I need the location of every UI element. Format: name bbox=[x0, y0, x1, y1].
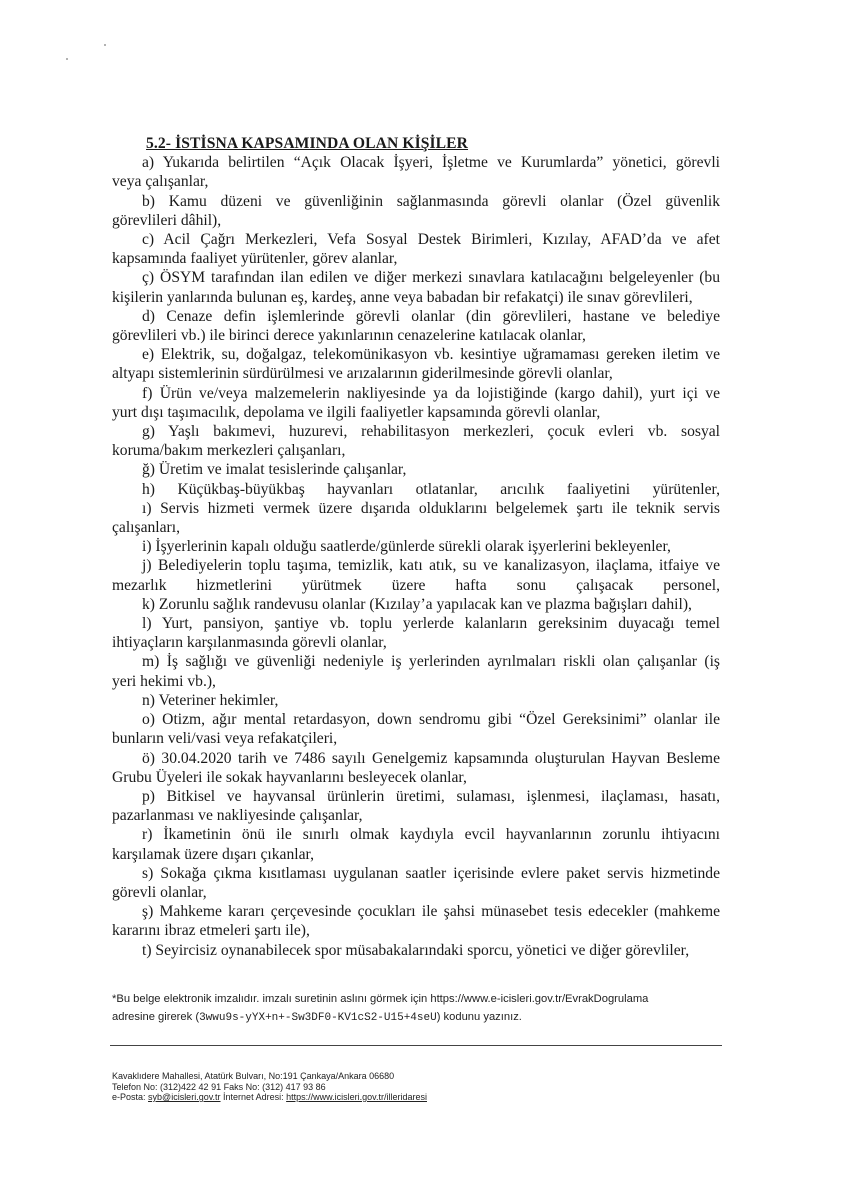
list-item bbox=[112, 384, 720, 422]
list-item-line: t) Seyircisiz oynanabilecek spor müsabakalarındaki sporcu, yönetici ve diğer görevliler, bbox=[142, 941, 690, 959]
list-item bbox=[112, 192, 720, 230]
document-body bbox=[112, 134, 720, 960]
list-item-line: görevli olanlar, bbox=[112, 883, 207, 901]
list-item-line: a) Yukarıda belirtilen “Açık Olacak İşyeri, İşletme ve Kurumlarda” yönetici, görevli bbox=[142, 154, 720, 172]
list-item-line: h) Küçükbaş-büyükbaş hayvanları otlatanlar, arıcılık faaliyetini yürütenler, bbox=[142, 480, 720, 498]
list-item-line: ş) Mahkeme kararı çerçevesinde çocukları ile şahsi münasebet tesis edecekler (mahkeme bbox=[142, 903, 720, 921]
list-item bbox=[112, 153, 720, 191]
list-item bbox=[112, 749, 720, 787]
list-item-line: altyapı sistemlerinin sürdürülmesi ve arızalarının giderilmesinde görevli olanlar, bbox=[112, 365, 613, 383]
list-item bbox=[112, 941, 720, 960]
list-item bbox=[112, 556, 720, 594]
verification-code: 3wwu9s-yYX+n+-Sw3DF0-KV1cS2-U15+4seU bbox=[199, 1012, 437, 1024]
list-item bbox=[112, 825, 720, 863]
e-signature-note bbox=[112, 990, 742, 1027]
list-item-line: görevlileri dâhil), bbox=[112, 211, 222, 229]
list-item bbox=[112, 499, 720, 537]
list-item bbox=[112, 691, 720, 710]
list-item bbox=[112, 652, 720, 690]
note-line-2: adresine girerek (3wwu9s-yYX+n+-Sw3DF0-KV1cS2-U15+4seU) kodunu yazınız. bbox=[112, 1011, 522, 1024]
footer-contact: e-Posta: syb@icisleri.gov.tr İnternet Adresi: https://www.icisleri.gov.tr/illeridaresi bbox=[112, 1092, 427, 1102]
list-item-line: koruma/bakım merkezleri çalışanları, bbox=[112, 442, 346, 460]
list-item-line: ç) ÖSYM tarafından ilan edilen ve diğer merkezi sınavlara katılacağını belgeleyenler (bu bbox=[142, 269, 720, 287]
list-item-line: r) İkametinin önü ile sınırlı olmak kaydıyla evcil hayvanlarının zorunlu ihtiyacını bbox=[142, 826, 720, 844]
list-item-line: c) Acil Çağrı Merkezleri, Vefa Sosyal Destek Birimleri, Kızılay, AFAD’da ve afet bbox=[142, 231, 720, 249]
list-item-line: ihtiyaçların karşılanmasında görevli olanlar, bbox=[112, 634, 387, 652]
list-item-line: yurt dışı taşımacılık, depolama ve ilgili faaliyetler kapsamında görevli olanlar, bbox=[112, 403, 601, 421]
list-item-line: b) Kamu düzeni ve güvenliğinin sağlanmasında görevli olanlar (Özel güvenlik bbox=[142, 192, 720, 210]
list-item bbox=[112, 614, 720, 652]
list-item bbox=[112, 537, 720, 556]
list-item bbox=[112, 595, 720, 614]
list-item bbox=[112, 268, 720, 306]
exception-list bbox=[112, 153, 720, 960]
list-item-line: ö) 30.04.2020 tarih ve 7486 sayılı Genelgemiz kapsamında oluşturulan Hayvan Besleme bbox=[142, 749, 720, 767]
list-item-line: l) Yurt, pansiyon, şantiye vb. toplu yerlerde kalanların gereksinim duyacağı temel bbox=[142, 615, 720, 633]
website-link[interactable]: https://www.icisleri.gov.tr/illeridaresi bbox=[286, 1092, 427, 1102]
footer-address: Kavaklıdere Mahallesi, Atatürk Bulvarı, No:191 Çankaya/Ankara 06680 bbox=[112, 1071, 395, 1081]
list-item-line: j) Belediyelerin toplu taşıma, temizlik, katı atık, su ve kanalizasyon, ilaçlama, itfaiye ve bbox=[142, 557, 720, 575]
list-item-line: mezarlık hizmetlerini yürütmek üzere hafta sonu çalışacak personel, bbox=[112, 576, 720, 594]
list-item-line: e) Elektrik, su, doğalgaz, telekomünikasyon vb. kesintiye uğramaması gereken iletim ve bbox=[142, 346, 720, 364]
list-item-line: d) Cenaze defin işlemlerinde görevli olanlar (din görevlileri, hastane ve belediye bbox=[142, 307, 720, 325]
scan-speck bbox=[66, 58, 68, 60]
list-item-line: Grubu Üyeleri ile sokak hayvanlarını besleyecek olanlar, bbox=[112, 768, 467, 786]
note-line-1: *Bu belge elektronik imzalıdır. imzalı suretinin aslını görmek için https://www.e-icisleri.gov.tr/EvrakDogrulama bbox=[112, 993, 649, 1005]
list-item-line: kişilerin yanlarında bulunan eş, kardeş, anne veya babadan bir refakatçi) ile sınav görevlileri, bbox=[112, 288, 693, 306]
list-item-line: karşılamak üzere dışarı çıkanlar, bbox=[112, 845, 314, 863]
list-item-line: p) Bitkisel ve hayvansal ürünlerin üretimi, sulaması, işlenmesi, ilaçlaması, hasatı, bbox=[142, 787, 720, 805]
list-item-line: g) Yaşlı bakımevi, huzurevi, rehabilitasyon merkezleri, çocuk evleri vb. sosyal bbox=[142, 423, 720, 441]
list-item-line: görevlileri vb.) ile birinci derece yakınlarının cenazelerine katılacak olanlar, bbox=[112, 327, 586, 345]
section-heading: 5.2- İSTİSNA KAPSAMINDA OLAN KİŞİLER bbox=[146, 135, 469, 152]
list-item-line: f) Ürün ve/veya malzemelerin nakliyesinde ya da lojistiğinde (kargo dahil), yurt içi ve bbox=[142, 384, 720, 402]
list-item-line: o) Otizm, ağır mental retardasyon, down sendromu gibi “Özel Gereksinimi” olanlar ile bbox=[142, 711, 720, 729]
list-item-line: n) Veteriner hekimler, bbox=[142, 691, 279, 709]
list-item-line: m) İş sağlığı ve güvenliği nedeniyle iş yerlerinden ayrılmaları riskli olan çalışanlar (iş bbox=[142, 653, 720, 671]
list-item-line: s) Sokağa çıkma kısıtlaması uygulanan saatler içerisinde evlere paket servis hizmetinde bbox=[142, 864, 720, 882]
list-item bbox=[112, 480, 720, 499]
list-item-line: ğ) Üretim ve imalat tesislerinde çalışanlar, bbox=[142, 461, 407, 479]
page-footer bbox=[112, 1071, 612, 1103]
list-item-line: ı) Servis hizmeti vermek üzere dışarıda olduklarını belgelemek şartı ile teknik servis bbox=[142, 499, 720, 517]
list-item-line: kapsamında faaliyet yürütenler, görev alanlar, bbox=[112, 250, 398, 268]
list-item-line: i) İşyerlerinin kapalı olduğu saatlerde/günlerde sürekli olarak işyerlerini bekleyenler, bbox=[142, 538, 671, 556]
footer-divider bbox=[110, 1045, 722, 1046]
list-item-line: k) Zorunlu sağlık randevusu olanlar (Kızılay’a yapılacak kan ve plazma bağışları dahil), bbox=[142, 595, 692, 613]
list-item-line: çalışanları, bbox=[112, 519, 180, 537]
list-item-line: bunların veli/vasi veya refakatçileri, bbox=[112, 730, 338, 748]
list-item bbox=[112, 787, 720, 825]
list-item-line: veya çalışanlar, bbox=[112, 173, 209, 191]
list-item bbox=[112, 710, 720, 748]
list-item bbox=[112, 460, 720, 479]
list-item bbox=[112, 230, 720, 268]
email-link[interactable]: syb@icisleri.gov.tr bbox=[148, 1092, 221, 1102]
list-item-line: pazarlanması ve nakliyesinde çalışanlar, bbox=[112, 807, 363, 825]
list-item bbox=[112, 307, 720, 345]
list-item bbox=[112, 902, 720, 940]
list-item-line: yeri hekimi vb.), bbox=[112, 672, 216, 690]
list-item bbox=[112, 422, 720, 460]
scan-speck bbox=[104, 44, 106, 46]
list-item bbox=[112, 345, 720, 383]
footer-phone: Telefon No: (312)422 42 91 Faks No: (312) 417 93 86 bbox=[112, 1081, 326, 1092]
list-item bbox=[112, 864, 720, 902]
list-item-line: kararını ibraz etmeleri şartı ile), bbox=[112, 922, 310, 940]
